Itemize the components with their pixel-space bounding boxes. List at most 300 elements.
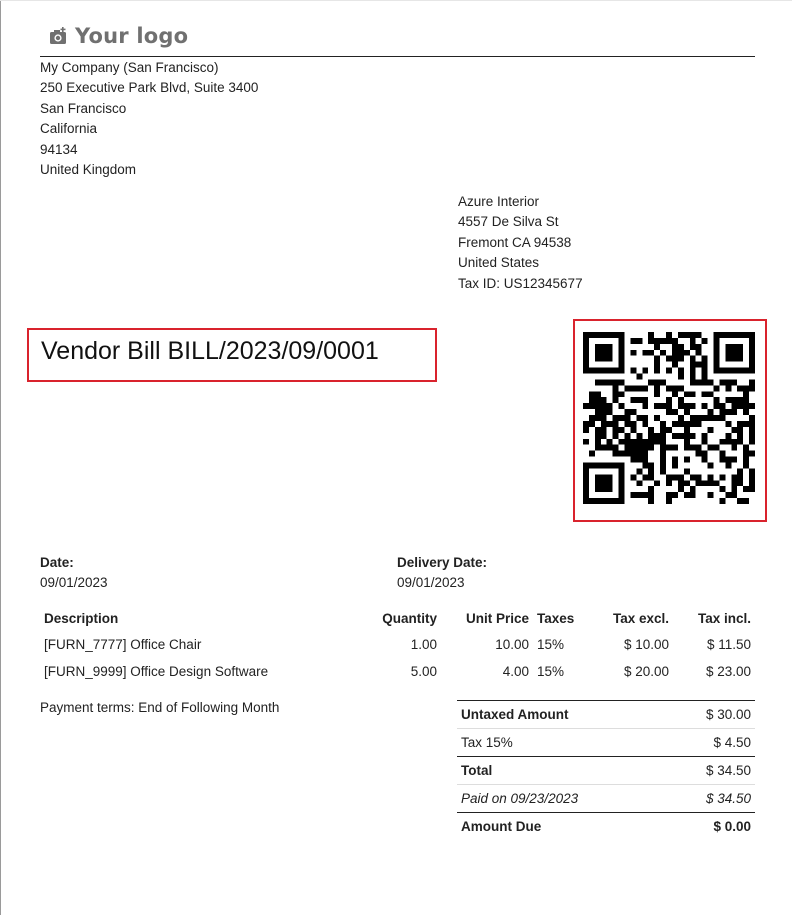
qr-module — [636, 468, 642, 474]
delivery-date-label: Delivery Date: — [397, 555, 488, 570]
qr-module — [636, 480, 642, 486]
qr-module — [737, 468, 743, 474]
qr-module — [731, 409, 737, 415]
company-logo — [49, 24, 188, 48]
qr-module — [583, 332, 589, 338]
qr-module — [684, 468, 690, 474]
qr-module — [630, 439, 636, 445]
qr-module — [666, 492, 672, 498]
qr-module — [708, 462, 714, 468]
qr-module — [666, 385, 672, 391]
qr-module — [749, 362, 755, 368]
qr-module — [725, 397, 731, 403]
paid-on-label: Paid on 09/23/2023 — [457, 785, 666, 813]
qr-module — [648, 486, 654, 492]
qr-module — [749, 474, 755, 480]
qr-module — [607, 439, 613, 445]
qr-module — [672, 409, 678, 415]
qr-module — [613, 391, 619, 397]
qr-module — [684, 445, 690, 451]
qr-module — [601, 403, 607, 409]
qr-module — [601, 421, 607, 427]
qr-module — [749, 486, 755, 492]
qr-module — [719, 332, 725, 338]
qr-module — [702, 356, 708, 362]
qr-module — [684, 332, 690, 338]
qr-module — [713, 332, 719, 338]
qr-module — [583, 421, 589, 427]
qr-module — [719, 368, 725, 374]
qr-module — [731, 474, 737, 480]
qr-module — [619, 356, 625, 362]
date-value: 09/01/2023 — [40, 575, 108, 590]
qr-module — [749, 403, 755, 409]
qr-module — [648, 445, 654, 451]
qr-module — [625, 409, 631, 415]
qr-module — [678, 433, 684, 439]
qr-module — [737, 344, 743, 350]
qr-module — [589, 462, 595, 468]
qr-module — [713, 350, 719, 356]
qr-module — [636, 385, 642, 391]
qr-module — [725, 350, 731, 356]
qr-module — [684, 403, 690, 409]
line-tax-excl: $ 10.00 — [623, 637, 669, 652]
qr-module — [595, 445, 601, 451]
qr-module — [678, 421, 684, 427]
qr-module — [678, 480, 684, 486]
qr-module — [672, 433, 678, 439]
qr-module — [625, 445, 631, 451]
qr-module — [654, 368, 660, 374]
qr-module — [595, 439, 601, 445]
qr-module — [731, 350, 737, 356]
qr-module — [731, 445, 737, 451]
qr-module — [636, 492, 642, 498]
qr-module — [654, 379, 660, 385]
qr-module — [654, 433, 660, 439]
qr-module — [601, 368, 607, 374]
qr-module — [666, 427, 672, 433]
qr-module — [589, 415, 595, 421]
qr-module — [666, 368, 672, 374]
qr-module — [743, 409, 749, 415]
qr-module — [713, 480, 719, 486]
qr-module — [601, 498, 607, 504]
qr-module — [595, 368, 601, 374]
qr-module — [583, 362, 589, 368]
qr-module — [690, 379, 696, 385]
qr-module — [630, 445, 636, 451]
qr-module — [749, 332, 755, 338]
qr-module — [672, 457, 678, 463]
qr-module — [672, 362, 678, 368]
qr-module — [749, 356, 755, 362]
qr-module — [589, 498, 595, 504]
qr-module — [660, 462, 666, 468]
qr-module — [719, 486, 725, 492]
qr-module — [595, 403, 601, 409]
qr-module — [678, 397, 684, 403]
qr-module — [719, 498, 725, 504]
qr-module — [607, 344, 613, 350]
qr-module — [619, 344, 625, 350]
qr-module — [619, 350, 625, 356]
qr-module — [731, 368, 737, 374]
qr-module — [601, 415, 607, 421]
qr-module — [642, 385, 648, 391]
line-description: [FURN_7777] Office Chair — [44, 637, 202, 652]
qr-module — [589, 332, 595, 338]
qr-module — [702, 379, 708, 385]
qr-module — [696, 344, 702, 350]
qr-module — [642, 397, 648, 403]
qr-module — [613, 379, 619, 385]
qr-module — [737, 403, 743, 409]
qr-module — [648, 332, 654, 338]
qr-module — [690, 368, 696, 374]
qr-module — [672, 350, 678, 356]
qr-module — [595, 462, 601, 468]
qr-module — [684, 439, 690, 445]
partner-country: United States — [458, 255, 540, 271]
qr-module — [642, 350, 648, 356]
line-tax-excl: $ 20.00 — [623, 664, 669, 679]
qr-module — [666, 409, 672, 415]
qr-module — [607, 403, 613, 409]
qr-module — [660, 451, 666, 457]
qr-module — [648, 468, 654, 474]
qr-module — [719, 379, 725, 385]
delivery-date-value: 09/01/2023 — [397, 575, 465, 590]
qr-module — [696, 350, 702, 356]
qr-module — [660, 445, 666, 451]
untaxed-amount-row — [457, 701, 755, 729]
qr-module — [690, 356, 696, 362]
qr-module — [636, 397, 642, 403]
qr-module — [737, 433, 743, 439]
qr-module — [708, 480, 714, 486]
header-divider — [40, 56, 755, 57]
company-state: California — [40, 121, 98, 137]
qr-module — [630, 474, 636, 480]
qr-module — [619, 498, 625, 504]
qr-module — [702, 362, 708, 368]
qr-module — [702, 338, 708, 344]
qr-module — [737, 332, 743, 338]
qr-module — [725, 379, 731, 385]
qr-module — [725, 462, 731, 468]
table-row — [40, 631, 755, 658]
line-description: [FURN_9999] Office Design Software — [44, 664, 269, 679]
qr-module — [737, 368, 743, 374]
qr-module — [684, 409, 690, 415]
qr-module — [743, 397, 749, 403]
qr-module — [636, 338, 642, 344]
qr-module — [702, 457, 708, 463]
qr-module — [713, 368, 719, 374]
qr-module — [749, 385, 755, 391]
qr-module — [684, 433, 690, 439]
tax-value: $ 4.50 — [666, 729, 755, 757]
qr-module — [702, 439, 708, 445]
qr-module — [630, 427, 636, 433]
qr-module — [690, 362, 696, 368]
qr-module — [666, 338, 672, 344]
qr-module — [613, 332, 619, 338]
qr-module — [583, 427, 589, 433]
qr-module — [654, 480, 660, 486]
qr-module — [607, 356, 613, 362]
header-tax-incl: Tax incl. — [697, 610, 751, 626]
qr-module — [696, 362, 702, 368]
qr-module — [595, 409, 601, 415]
company-country: United Kingdom — [40, 162, 137, 178]
qr-module — [648, 379, 654, 385]
qr-module — [648, 492, 654, 498]
qr-module — [708, 409, 714, 415]
qr-module — [613, 385, 619, 391]
qr-module — [678, 374, 684, 380]
qr-module — [737, 439, 743, 445]
qr-module — [690, 433, 696, 439]
qr-module — [690, 332, 696, 338]
qr-module — [613, 462, 619, 468]
qr-module — [607, 498, 613, 504]
header-quantity: Quantity — [382, 610, 437, 626]
partner-tax-id: Tax ID: US12345677 — [458, 275, 583, 291]
qr-module — [589, 421, 595, 427]
qr-module — [749, 344, 755, 350]
company-zip: 94134 — [40, 141, 78, 157]
header-tax-excl: Tax excl. — [612, 610, 669, 626]
qr-module — [619, 480, 625, 486]
qr-module — [725, 457, 731, 463]
qr-module — [619, 338, 625, 344]
qr-module — [583, 486, 589, 492]
qr-module — [595, 498, 601, 504]
qr-module — [743, 451, 749, 457]
qr-module — [583, 350, 589, 356]
qr-module — [607, 332, 613, 338]
qr-code-icon — [583, 332, 755, 504]
qr-module — [678, 385, 684, 391]
qr-module — [713, 445, 719, 451]
qr-module — [613, 415, 619, 421]
qr-module — [583, 498, 589, 504]
qr-module — [690, 391, 696, 397]
qr-module — [648, 474, 654, 480]
qr-module — [648, 350, 654, 356]
qr-module — [731, 332, 737, 338]
qr-module — [601, 379, 607, 385]
total-value: $ 34.50 — [666, 757, 755, 785]
qr-module — [601, 433, 607, 439]
qr-module — [725, 409, 731, 415]
qr-module — [595, 474, 601, 480]
qr-module — [672, 462, 678, 468]
qr-module — [654, 391, 660, 397]
tax-label: Tax 15% — [457, 729, 666, 757]
qr-module — [607, 350, 613, 356]
qr-module — [642, 474, 648, 480]
qr-module — [619, 362, 625, 368]
qr-module — [642, 368, 648, 374]
qr-module — [731, 480, 737, 486]
qr-module — [702, 433, 708, 439]
qr-module — [737, 498, 743, 504]
qr-module — [642, 415, 648, 421]
qr-module — [731, 492, 737, 498]
qr-module — [731, 344, 737, 350]
qr-module — [630, 492, 636, 498]
qr-module — [619, 486, 625, 492]
qr-module — [749, 379, 755, 385]
qr-module — [642, 445, 648, 451]
qr-module — [690, 445, 696, 451]
qr-module — [619, 492, 625, 498]
qr-module — [672, 492, 678, 498]
qr-module — [660, 468, 666, 474]
qr-module — [684, 457, 690, 463]
qr-module — [654, 362, 660, 368]
qr-module — [636, 439, 642, 445]
qr-module — [672, 344, 678, 350]
qr-module — [601, 427, 607, 433]
qr-module — [625, 415, 631, 421]
total-label: Total — [457, 757, 666, 785]
totals-table — [457, 700, 755, 840]
qr-module — [583, 468, 589, 474]
qr-module — [743, 462, 749, 468]
qr-module — [601, 474, 607, 480]
qr-module — [749, 427, 755, 433]
qr-module — [743, 457, 749, 463]
qr-module — [702, 403, 708, 409]
qr-module — [708, 415, 714, 421]
table-row — [40, 658, 755, 685]
qr-module — [684, 480, 690, 486]
qr-module — [607, 379, 613, 385]
qr-module — [690, 421, 696, 427]
qr-module — [743, 391, 749, 397]
qr-module — [595, 433, 601, 439]
qr-module — [613, 427, 619, 433]
qr-module — [725, 332, 731, 338]
qr-module — [678, 403, 684, 409]
qr-module — [719, 474, 725, 480]
qr-module — [601, 480, 607, 486]
payment-row — [457, 785, 755, 813]
qr-module — [630, 451, 636, 457]
qr-module — [666, 332, 672, 338]
qr-module — [672, 338, 678, 344]
company-city: San Francisco — [40, 100, 127, 116]
qr-module — [654, 344, 660, 350]
qr-module — [589, 403, 595, 409]
qr-module — [672, 356, 678, 362]
qr-module — [713, 385, 719, 391]
qr-module — [678, 474, 684, 480]
qr-module — [660, 338, 666, 344]
line-tax-incl: $ 11.50 — [706, 637, 751, 652]
qr-module — [607, 409, 613, 415]
qr-module — [666, 403, 672, 409]
line-taxes: 15% — [537, 664, 565, 679]
qr-module — [743, 403, 749, 409]
qr-module — [654, 385, 660, 391]
qr-module — [725, 421, 731, 427]
qr-module — [607, 474, 613, 480]
qr-module — [684, 492, 690, 498]
qr-module — [630, 397, 636, 403]
qr-module — [660, 350, 666, 356]
tax-row — [457, 729, 755, 757]
qr-module — [678, 350, 684, 356]
qr-module — [583, 368, 589, 374]
qr-module — [660, 457, 666, 463]
qr-module — [678, 415, 684, 421]
qr-module — [708, 379, 714, 385]
qr-module — [690, 344, 696, 350]
qr-module — [601, 409, 607, 415]
qr-module — [702, 368, 708, 374]
qr-module — [619, 451, 625, 457]
company-name: My Company (San Francisco) — [40, 60, 219, 75]
qr-module — [630, 368, 636, 374]
page-left-edge — [0, 0, 1, 915]
qr-module — [737, 385, 743, 391]
qr-module — [672, 421, 678, 427]
qr-module — [702, 415, 708, 421]
qr-module — [607, 462, 613, 468]
qr-module — [708, 492, 714, 498]
qr-module — [690, 486, 696, 492]
qr-module — [619, 332, 625, 338]
qr-module — [719, 415, 725, 421]
qr-module — [595, 486, 601, 492]
line-quantity: 5.00 — [410, 664, 437, 679]
qr-module — [737, 474, 743, 480]
qr-module — [731, 356, 737, 362]
qr-module — [589, 451, 595, 457]
total-row — [457, 757, 755, 785]
qr-module — [613, 368, 619, 374]
qr-module — [636, 445, 642, 451]
logo-text: Your logo — [75, 24, 189, 48]
table-header-row — [40, 605, 755, 631]
qr-module — [719, 403, 725, 409]
header-description: Description — [44, 610, 119, 626]
company-address — [40, 58, 258, 180]
qr-module — [583, 492, 589, 498]
qr-module — [648, 338, 654, 344]
qr-module — [583, 480, 589, 486]
qr-module — [743, 421, 749, 427]
qr-module — [589, 368, 595, 374]
qr-module — [731, 403, 737, 409]
qr-module — [743, 445, 749, 451]
qr-module — [737, 427, 743, 433]
qr-module — [625, 385, 631, 391]
qr-module — [630, 338, 636, 344]
qr-module — [625, 439, 631, 445]
qr-module — [595, 344, 601, 350]
qr-module — [630, 421, 636, 427]
qr-module — [666, 474, 672, 480]
qr-module — [601, 356, 607, 362]
qr-module — [595, 356, 601, 362]
